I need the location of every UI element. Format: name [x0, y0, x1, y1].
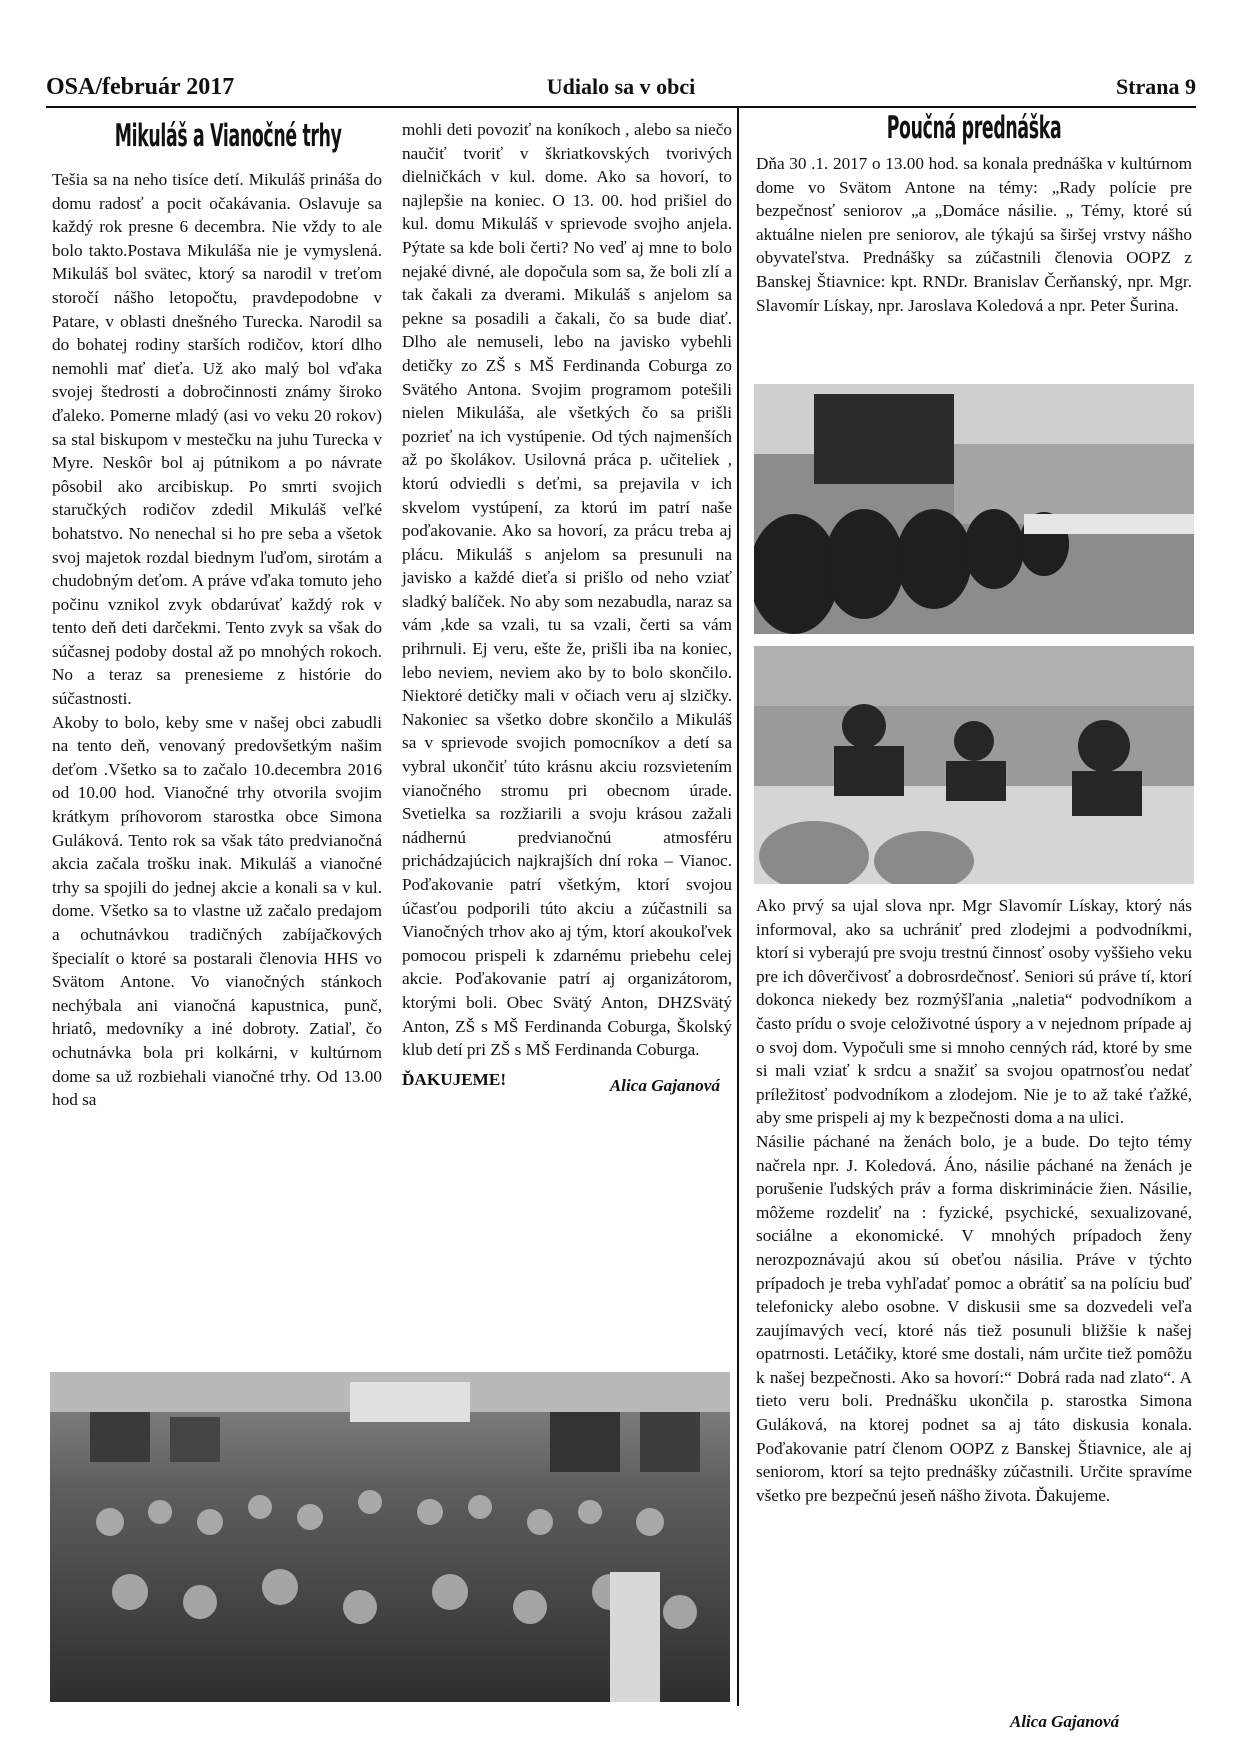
header-divider: [46, 106, 1196, 108]
section-title: Udialo sa v obci: [546, 74, 696, 99]
article1-paragraph-1: Tešia sa na neho tisíce detí. Mikuláš prináša do domu radosť a pocit očakávania. Oslavuje sa každý rok presne 6 decembra. Nie vždy to ale bolo takto.Postava Mikuláša nie je vymyslená. Mikuláš bol svätec, ktorý sa narodil v treťom storočí nášho letopočtu, pravdepodobne v Patare, v oblasti dnešného Turecka. Narodil sa do bohatej rodiny starších rodičov, ktorí dlho nemohli mať dieťa. Už ako malý bol vďaka svojej štedrosti a dobročinnosti známy široko ďaleko. Pomerne mladý (asi vo veku 20 rokov) sa stal biskupom v mestečku na juhu Turecka v Myre. Neskôr bol aj pútnikom a po návrate pôsobil ako arcibiskup. Po smrti svojich staručkých rodičov zdedil Mikuláš veľké bohatstvo. No nenechal si ho pre seba a všetok svoj majetok rozdal biednym ľuďom, sirotám a chudobným deťom. A práve vďaka tomuto jeho počinu vznikol zvyk obdarúvať každý rok v tento deň deti darčekmi. Tento zvyk sa však do súčasnej podoby dostal až po mnohých rokoch. No a teraz sa prenesieme z histórie do súčastnosti.: [52, 170, 382, 709]
column-divider: [737, 108, 739, 1706]
police-officers-photo: [754, 646, 1194, 884]
article1-author: Alica Gajanová: [609, 1075, 720, 1095]
article1-column-1: [52, 168, 382, 1112]
article1-closing: ĎAKUJEME!: [402, 1069, 507, 1089]
article2-intro-text: Dňa 30 .1. 2017 o 13.00 hod. sa konala prednáška v kultúrnom dome vo Svätom Antone na témy: „Rady polície pre bezpečnosť seniorov „a „Domáce násilie. „ Témy, ktoré sú aktuálne nielen pre seniorov, ale týkajú sa širšej vrstvy nášho obyvateľstva. Prednášky sa zúčastnili členovia OOPZ z Banskej Štiavnice: kpt. RNDr. Branislav Čerňanský, npr. Mgr. Slavomír Lískay, npr. Jaroslava Koledová a npr. Peter Šurina.: [756, 154, 1192, 315]
christmas-market-photo: [50, 1372, 730, 1702]
page-number: Strana 9: [1115, 74, 1196, 99]
article2-author: Alica Gajanová: [1010, 1712, 1120, 1731]
issue-label: OSA/február 2017: [46, 74, 235, 100]
page-header: [46, 70, 1196, 104]
article1-column-2: [402, 118, 732, 1094]
article2-paragraph-2: Násilie páchané na ženách bolo, je a bude. Do tejto témy načrela npr. J. Koledová. Áno, násilie páchané na ženách je porušenie ľudských práv a forma diskriminácie žien. Násilie, môžeme rozdeliť na : fyzické, psychické, sexualizované, sociálne a ekonomické. V mnohých prípadoch ženy nerozpoznávajú akou sú obeťou násilia. Práve v týchto prípadoch je treba vyhľadať pomoc a obrátiť sa na políciu buď telefonicky alebo osobne. V diskusii sme sa dozvedeli veľa zaujímavých vecí, ktoré nás tiež posunuli bližšie k našej opatrnosti. Letáčiky, ktoré sme dostali, nám určite tiež pomôžu k našej bezpečnosti. Ako sa hovorí:“ Dobrá rada nad zlato“. A tieto veru boli. Prednášku ukončila p. starostka Simona Guláková, na ktorej podnet sa aj táto diskusia konala. Poďakovanie patrí členom OOPZ z Banskej Štiavnice, ale aj seniorom, ktorí sa tejto prednášky zúčastnili. Určite spravíme všetko pre bezpečnú jeseň nášho života. Ďakujeme.: [756, 1131, 1192, 1505]
article2-body: [756, 894, 1192, 1507]
article2-paragraph-1: Ako prvý sa ujal slova npr. Mgr Slavomír Lískay, ktorý nás informoval, ako sa uchrániť pred zlodejmi a podvodníkmi, ktorí si vyberajú pre svoju trestnú činnosť osoby vyššieho veku pre ich dôverčivosť a dobrosrdečnosť. Seniori sú práve tí, ktorí dokonca niekedy bez rozmýšľania „naletia“ podvodníkom a často prídu o svoje celoživotné úspory a v nejednom prípade aj o svoj dom. Vypočuli sme si mnoho cenných rád, ktoré by sme si mali vziať k srdcu a snažiť sa svojou opatrnosťou nedať príležitosť podvodníkom a zlodejom. Nie je to až také ťažké, aby sme prispeli aj my k bezpečnosti doma a na ulici.: [756, 896, 1192, 1128]
lecture-audience-photo: [754, 384, 1194, 634]
article2-intro: [756, 152, 1192, 317]
article1-paragraph-2: Akoby to bolo, keby sme v našej obci zabudli na tento deň, venovaný predovšetkým našim deťom .Všetko sa to začalo 10.decembra 2016 od 10.00 hod. Vianočné trhy otvorila svojim krátkym príhovorom starostka obce Simona Guláková. Tento rok sa však táto predvianočná akcia začala trošku inak. Mikuláš a vianočné trhy sa spojili do jednej akcie a konali sa v kul. dome. Všetko sa to vlastne už začalo predajom a ochutnávkou tradičných zabíjačkových špecialít o ktoré sa postarali členovia HHS vo Svätom Antone. Vo vianočných stánkoch nechýbala ani vianočná kapustnica, punč, hriatô, medovníky a iné dobroty. Zatiaľ, čo ochutnávka bola pri kolkárni, v kultúrnom dome sa už rozbiehali vianočné trhy. Od 13.00 hod sa: [52, 712, 382, 1110]
article2-title: Poučná prednáška: [886, 110, 1062, 146]
article1-paragraph-3: mohli deti povoziť na koníkoch , alebo sa niečo naučiť tvoriť v škriatkovských tvorivých dielničkách v kul. dome. Ako sa hovorí, to najlepšie na koniec. O 13. 00. hod prišiel do kul. domu Mikuláš v sprievode svojho anjela. Pýtate sa kde boli čerti? No veď aj mne to bolo nejaké divné, ale dopočula som sa, že boli zlí a tak čakali za dverami. Mikuláš s anjelom sa pekne sa posadili a čakali, čo sa bude diať. Dlho ale nemuseli, lebo na javisko vybehli detičky zo ZŠ s MŠ Ferdinanda Coburga zo Svätého Antona. Svojim programom potešili nielen Mikuláša, ale všetkých čo sa prišli pozrieť na ich vystúpenie. Od tých najmenších až po školákov. Usilovná práca p. učiteliek , ktorú odviedli s deťmi, sa prejavila v ich skvelom vystúpení, za ktorú im patrí naše poďakovanie. Ako sa hovorí, za prácu treba aj plácu. Mikuláš s anjelom sa presunuli na javisko a každé dieťa si prišlo od neho vziať sladký balíček. No aby som nezabudla, naraz sa vám ,kde sa vzali, tu sa vzali, čerti sa vám prihrnuli. Ej veru, ešte že, prišli iba na koniec, lebo neviem, neviem ako by to bolo skončilo. Niektoré detičky mali v očiach veru aj slzičky. Nakoniec sa všetko dobre skončilo a Mikuláš sa v sprievode svojich pomocníkov a detí sa vybral ukončiť túto krásnu akciu rozsvietením vianočného stromu pri obecnom úrade. Svetielka sa rozžiarili a svoju krásou zažali nádhernú predvianočnú atmosféru prichádzajúcich najkrajších dní roka – Vianoc. Poďakovanie patrí všetkým, ktorí svojou účasťou podporili túto akciu a zúčastnili sa Vianočných trhov ako aj tým, ktorí akoukoľvek pomocou prispeli k zdarnému priebehu celej akcie. Poďakovanie patrí aj organizátorom, ktorými boli. Obec Svätý Anton, DHZSvätý Anton, ZŠ s MŠ Ferdinanda Coburga, Školský klub detí pri ZŠ s MŠ Ferdinanda Coburga.: [402, 120, 732, 1060]
article1-title: Mikuláš a Vianočné trhy: [114, 118, 342, 154]
